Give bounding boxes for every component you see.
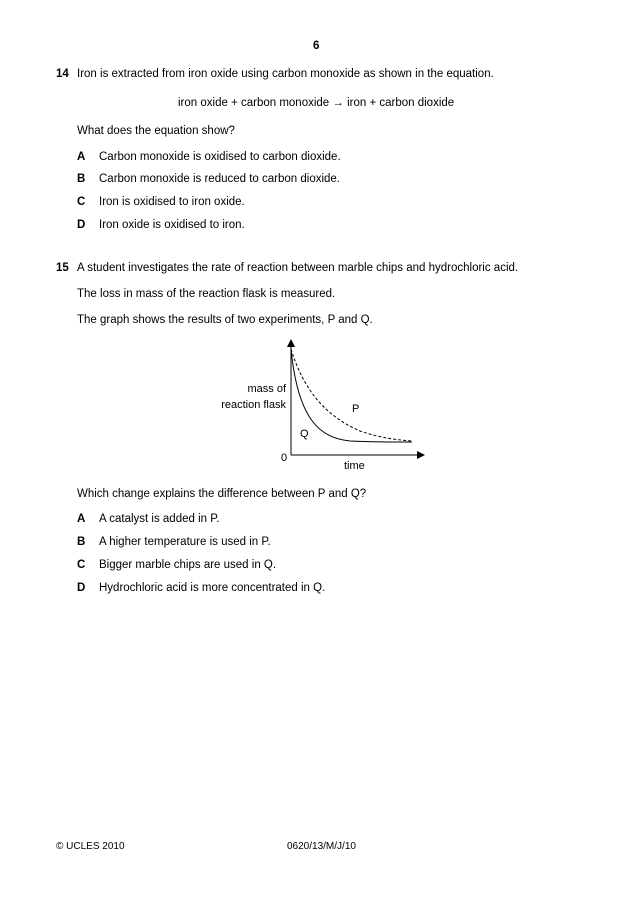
series-p-line: [291, 349, 412, 441]
question-15-text: A student investigates the rate of reaction between marble chips and hydrochloric acid.: [77, 262, 519, 274]
q14-option-a-letter: A: [77, 151, 86, 163]
q14-option-d-text: Iron oxide is oxidised to iron.: [99, 219, 245, 231]
origin-label: 0: [281, 452, 288, 464]
q15-option-a-letter: A: [77, 513, 86, 525]
question-14-text: Iron is extracted from iron oxide using carbon monoxide as shown in the equation.: [77, 68, 494, 80]
question-14-equation: iron oxide + carbon monoxide → iron + carbon dioxide: [178, 97, 455, 109]
question-14-number: 14: [56, 68, 69, 80]
q15-option-a-text: A catalyst is added in P.: [99, 513, 220, 525]
question-14-prompt: What does the equation show?: [77, 125, 235, 137]
q15-option-b-letter: B: [77, 536, 86, 548]
series-q-line: [291, 349, 412, 442]
y-axis-label-line2: reaction flask: [221, 399, 286, 411]
footer-paper-code: 0620/13/M/J/10: [287, 841, 356, 852]
q14-option-b-text: Carbon monoxide is reduced to carbon dioxide.: [99, 173, 341, 185]
q15-option-c-text: Bigger marble chips are used in Q.: [99, 559, 277, 571]
question-15-line3: The graph shows the results of two experiments, P and Q.: [77, 314, 373, 326]
question-15-number: 15: [56, 262, 69, 274]
q15-option-c-letter: C: [77, 559, 86, 571]
series-q-label: Q: [300, 428, 309, 440]
y-axis-label-line1: mass of: [247, 383, 286, 395]
x-axis-label: time: [344, 460, 365, 472]
q15-option-d-letter: D: [77, 582, 86, 594]
series-p-label: P: [352, 403, 360, 415]
q14-option-d-letter: D: [77, 219, 86, 231]
question-15-line2: The loss in mass of the reaction flask is measured.: [77, 288, 336, 300]
q14-option-b-letter: B: [77, 173, 86, 185]
q14-option-c-text: Iron is oxidised to iron oxide.: [99, 196, 245, 208]
q14-option-c-letter: C: [77, 196, 86, 208]
q15-option-d-text: Hydrochloric acid is more concentrated in Q.: [99, 582, 326, 594]
q15-option-b-text: A higher temperature is used in P.: [99, 536, 271, 548]
footer-copyright: © UCLES 2010: [56, 841, 125, 852]
question-15-prompt: Which change explains the difference between P and Q?: [77, 488, 367, 500]
q14-option-a-text: Carbon monoxide is oxidised to carbon dioxide.: [99, 151, 341, 163]
page-number: 6: [313, 40, 320, 52]
